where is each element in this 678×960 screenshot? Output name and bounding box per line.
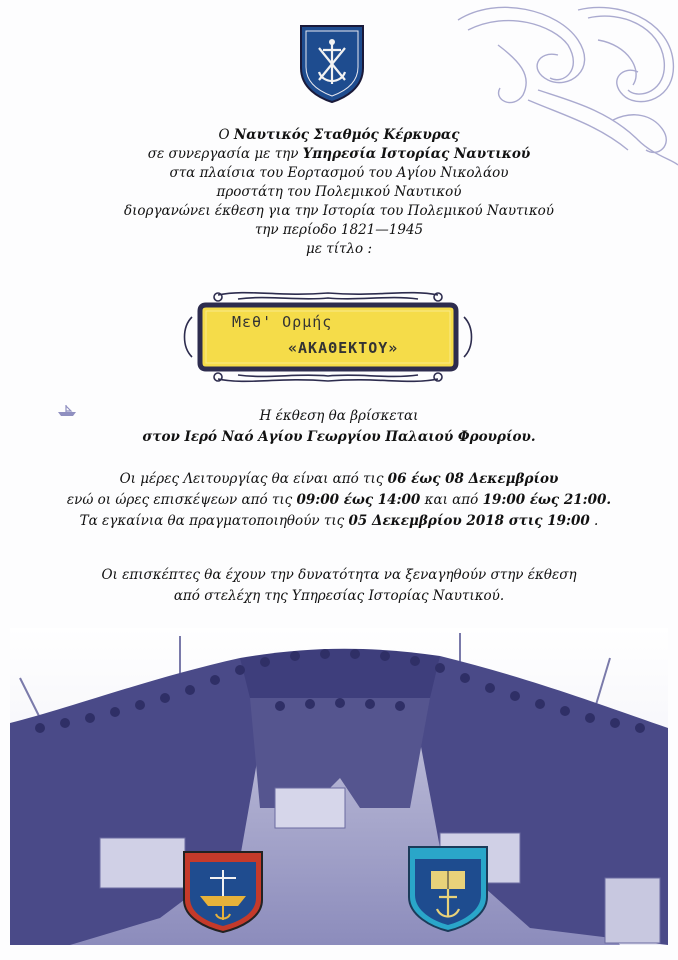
intro-line-1: Ο Ναυτικός Σταθμός Κέρκυρας bbox=[218, 127, 460, 143]
banner-line-2: «ΑΚΑΘΕΚΤΟΥ» bbox=[288, 339, 399, 357]
naval-station-emblem bbox=[180, 848, 266, 934]
venue-line-1: Η έκθεση θα βρίσκεται bbox=[259, 408, 419, 424]
intro-line-4: προστάτη του Πολεμικού Ναυτικού bbox=[216, 184, 462, 200]
venue-block bbox=[0, 406, 678, 448]
schedule-opening: Τα εγκαίνια θα πραγματοποιηθούν τις 05 Δεκεμβρίου 2018 στις 19:00 . bbox=[79, 513, 599, 529]
intro-line-6: την περίοδο 1821—1945 bbox=[254, 222, 424, 238]
schedule-block bbox=[0, 469, 678, 532]
guides-line-1: Οι επισκέπτες θα έχουν την δυνατότητα να ξεναγηθούν στην έκθεση bbox=[101, 567, 577, 583]
schedule-hours: ενώ οι ώρες επισκέψεων από τις 09:00 έως 14:00 και από 19:00 έως 21:00. bbox=[66, 492, 612, 508]
intro-line-7: με τίτλο : bbox=[305, 241, 373, 257]
venue-line-2: στον Ιερό Ναό Αγίου Γεωργίου Παλαιού Φρουρίου. bbox=[142, 429, 536, 445]
intro-line-5: διοργανώνει έκθεση για την Ιστορία του Πολεμικού Ναυτικού bbox=[123, 203, 555, 219]
banner-line-1: Μεθ' Ορμής bbox=[232, 313, 333, 331]
naval-history-emblem bbox=[405, 843, 491, 933]
schedule-days: Οι μέρες Λειτουργίας θα είναι από τις 06 έως 08 Δεκεμβρίου bbox=[119, 471, 559, 487]
guided-tours-block bbox=[0, 565, 678, 607]
intro-line-3: στα πλαίσια του Εορτασμού του Αγίου Νικολάου bbox=[169, 165, 509, 181]
intro-line-2: σε συνεργασία με την Υπηρεσία Ιστορίας Ναυτικού bbox=[147, 146, 531, 162]
sailors-on-deck-photo bbox=[10, 628, 668, 945]
title-banner bbox=[178, 287, 478, 387]
navy-shield-emblem bbox=[297, 22, 367, 104]
guides-line-2: από στελέχη της Υπηρεσίας Ιστορίας Ναυτικού. bbox=[173, 588, 505, 604]
intro-block bbox=[0, 126, 678, 259]
